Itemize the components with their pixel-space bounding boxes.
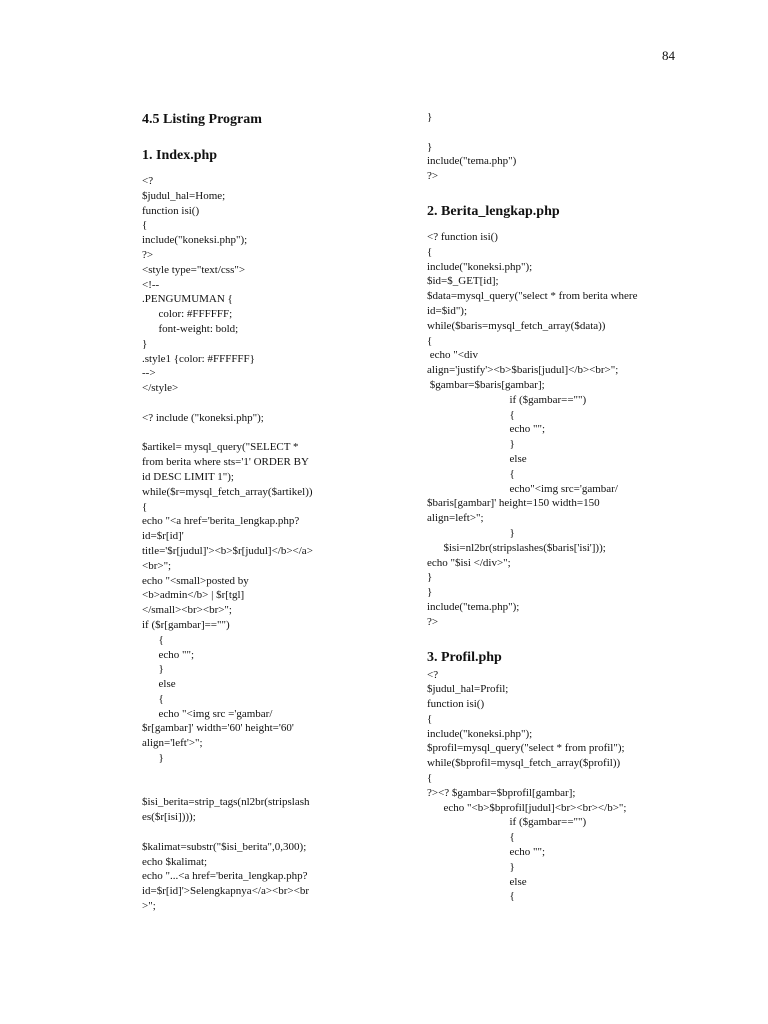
code-block-index-php: <? $judul_hal=Home; function isi() { include("koneksi.php"); ?> <style type="text/css"> <!-- .PENGUMUMAN { color: #FFFFFF; font-weight: bold; } .style1 {color: #FFFFFF} --> </style> <? include ("koneksi.php"); $artikel= mysql_query("SELECT * from berita where sts='1' ORDER BY id DESC LIMIT 1"); while($r=mysql_fetch_array($artikel)) { echo "<a href='berita_lengkap.php? id=$r[id]' title='$r[judul]'><b>$r[judul]</b></a> <br>"; echo "<small>posted by <b>admin</b> | $r[tgl] </small><br><br>"; if ($r[gambar]=="") { echo ""; } else { echo "<img src ='gambar/ $r[gambar]' width='60' height='60' align='left'>"; } $isi_berita=strip_tags(nl2br(stripslash es($r[isi]))); $kalimat=substr("$isi_berita",0,300); echo $kalimat; echo "...<a href='berita_lengkap.php? id=$r[id]'>Selengkapnya</a><br><br >"; (142, 175, 313, 913)
code-block-berita-lengkap-php: <? function isi() { include("koneksi.php"); $id=$_GET[id]; $data=mysql_query("select * from berita where id=$id"); while($baris=mysql_fetch_array($data)) { echo "<div align='justify'><b>$baris[judul]</b><br>"; $gambar=$baris[gambar]; if ($gambar=="") { echo ""; } else { echo"<img src='gambar/ $baris[gambar]' height=150 width=150 align=left>"; } $isi=nl2br(stripslashes($baris['isi'])); echo "$isi </div>"; } } include("tema.php"); ?> (427, 230, 638, 628)
page-number: 84 (662, 48, 675, 63)
heading-index-php: 1. Index.php (142, 148, 218, 163)
heading-berita-lengkap-php: 2. Berita_lengkap.php (427, 203, 560, 219)
section-title: 4.5 Listing Program (142, 112, 262, 127)
right-column (427, 110, 677, 904)
code-block-profil-php: <? $judul_hal=Profil; function isi() { include("koneksi.php"); $profil=mysql_query("select * from profil"); while($bprofil=mysql_fetch_array($profil)) { ?><? $gambar=$bprofil[gambar]; echo "<b>$bprofil[judul]<br><br></b>"; if ($gambar=="") { echo ""; } else { (427, 668, 627, 903)
code-block-continued: } } include("tema.php") ?> (427, 111, 517, 183)
left-column (142, 110, 367, 914)
heading-profil-php: 3. Profil.php (427, 649, 502, 665)
